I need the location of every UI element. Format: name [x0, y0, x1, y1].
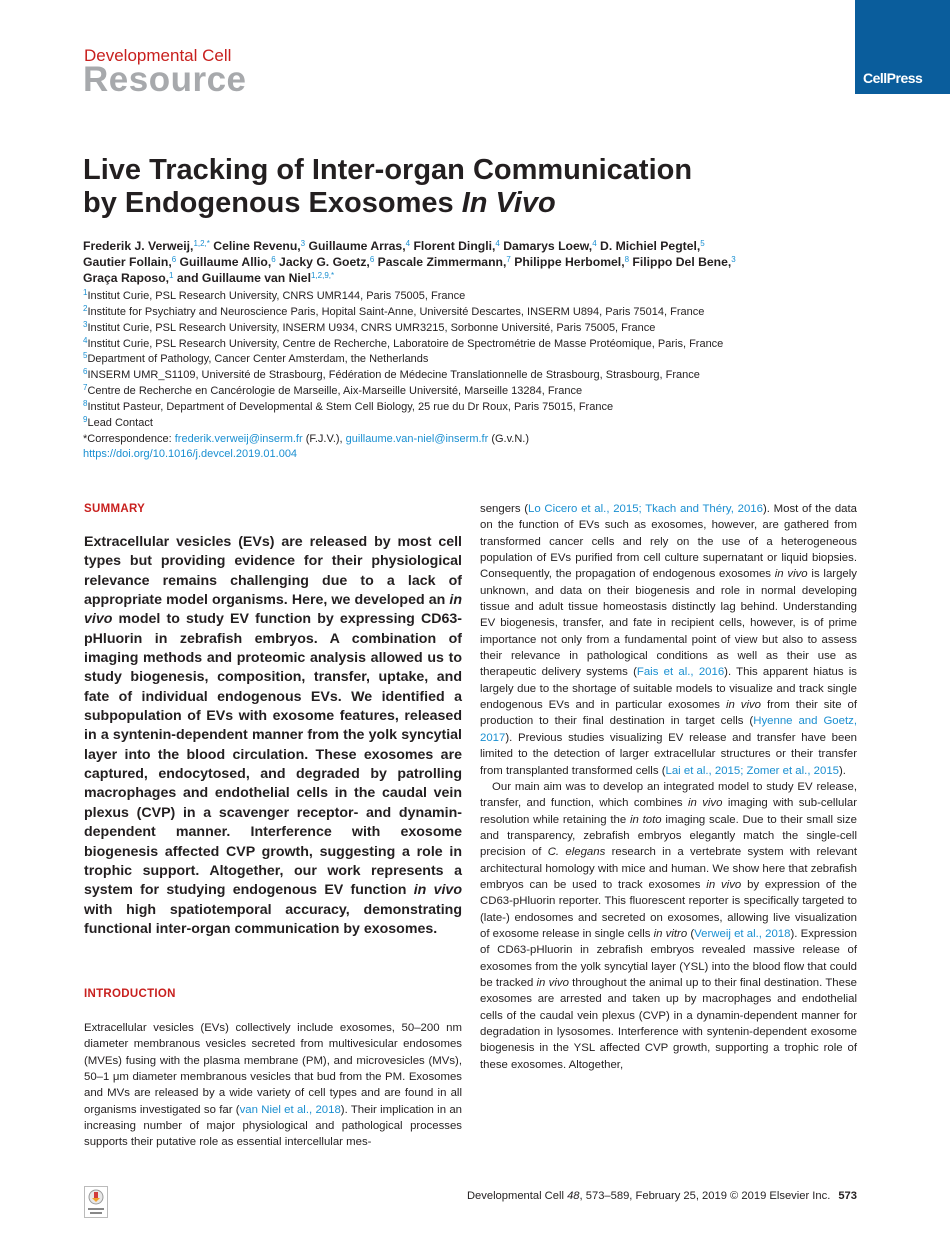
- affil-number: 1: [83, 288, 88, 297]
- affil-number: 4: [83, 335, 88, 345]
- author-affil-link[interactable]: 8: [624, 255, 630, 264]
- affiliation: [83, 321, 863, 337]
- author: Frederik J. Verweij,: [83, 239, 194, 253]
- title-italic: In Vivo: [461, 187, 556, 219]
- affil-text: Department of Pathology, Cancer Center Amsterdam, the Netherlands: [87, 353, 429, 366]
- email-link[interactable]: guillaume.van-niel@inserm.fr: [345, 432, 489, 445]
- summary-heading: SUMMARY: [84, 503, 146, 515]
- author-affil-link[interactable]: 7: [506, 255, 511, 264]
- introduction-text: Extracellular vesicles (EVs) collectively include exosomes, 50–200 nm diameter membranous vesicles secreted from multivesicular endosomes (MVEs) fusing with the plasma membrane (PM), and microvesicles (MVs), 50–1 μm diameter membranous vesicles that bud from the PM. Exosomes and MVs are released by a wide variety of cell types and are found in all organisms investigated so far (van Niel et al., 2018). Their implication in an increasing number of major physiological and pathological processes supports their putative role as essential intercellular mes-: [84, 1022, 463, 1149]
- title-line-1: Live Tracking of Inter-organ Communication: [83, 154, 693, 186]
- author: D. Michiel Pegtel,: [596, 239, 701, 253]
- author-affil-link[interactable]: 1,2,9,*: [310, 271, 335, 280]
- affil-text: Institute for Psychiatry and Neuroscience Paris, Hopital Saint-Anne, Université Descartes, INSERM U894, Paris 75014, France: [87, 305, 705, 318]
- affil-number: 9: [83, 414, 88, 424]
- author-affil-link[interactable]: 3: [731, 255, 736, 264]
- affil-text: Lead Contact: [87, 416, 153, 429]
- author: Jacky G. Goetz,: [275, 255, 370, 269]
- affiliation: [83, 416, 863, 432]
- doi-link[interactable]: https://doi.org/10.1016/j.devcel.2019.01.004: [83, 448, 298, 461]
- right-column: [480, 501, 857, 1073]
- author: Gautier Follain,: [83, 255, 172, 269]
- page-footer: Developmental Cell 48, 573–589, February 25, 2019 © 2019 Elsevier Inc. 573: [466, 1190, 857, 1202]
- affil-text: Institut Pasteur, Department of Developmental & Stem Cell Biology, 25 rue du Dr Roux, Paris 75015, France: [87, 400, 614, 413]
- correspondence-text: (G.v.N.): [488, 432, 529, 445]
- author: Philippe Herbomel,: [510, 255, 625, 269]
- author: Florent Dingli,: [410, 239, 496, 253]
- author: Celine Revenu,: [209, 239, 301, 253]
- author-affil-link[interactable]: 3: [300, 239, 306, 248]
- article-title: [83, 154, 843, 220]
- citation-link[interactable]: Verweij et al., 2018: [694, 927, 791, 940]
- affil-number: 6: [83, 367, 88, 377]
- author-affil-link[interactable]: 6: [369, 255, 375, 264]
- correspondence-text: (F.J.V.),: [302, 432, 346, 445]
- citation-link[interactable]: Lo Cicero et al., 2015; Tkach and Théry, 2016: [528, 503, 763, 515]
- author-affil-link[interactable]: 1,2,*: [193, 239, 210, 248]
- affil-text: Institut Curie, PSL Research University, Centre de Recherche, Laboratoire de Spectrométrie de Masse Protéomique, Paris, France: [87, 337, 724, 350]
- check-for-updates-icon[interactable]: [84, 1186, 108, 1218]
- author-affil-link[interactable]: 1: [169, 271, 174, 280]
- affil-text: Institut Curie, PSL Research University, INSERM U934, CNRS UMR3215, Sorbonne Université, Paris 75005, France: [87, 321, 656, 334]
- affil-number: 7: [83, 383, 88, 393]
- affiliation: [83, 384, 863, 400]
- cellpress-logo[interactable]: [855, 0, 950, 94]
- email-link[interactable]: frederik.verweij@inserm.fr: [174, 432, 303, 445]
- introduction-heading: INTRODUCTION: [84, 988, 176, 1000]
- paragraph: Our main aim was to develop an integrated model to study EV release, transfer, and function, which combines in vivo imaging with sub-cellular resolution while retaining the in toto imaging scale. Due to their small size and transparency, zebrafish embryos elegantly match the single-cell precision of C. elegans research in a vertebrate system with relevant architectural homology with mice and human. We show here that zebrafish embryos can be used to track exosomes in vivo by expression of the CD63-pHluorin reporter. This fluorescent reporter is specifically targeted to (late-) endosomes and secreted on exosomes, allowing live visualization of exosome release in single cells in vitro (Verweij et al., 2018). Expression of CD63-pHluorin in zebrafish embryos revealed massive release of exosomes from the yolk syncytial layer (YSL) into the blood flow that could be tracked in vivo throughout the animal up to their final destination. These exosomes are arrested and taken up by macrophages and endothelial cells of the caudal vein plexus (CVP) in a dynamin-dependent manner for degradation in lysosomes. Interference with syntenin-dependent exosome biogenesis in the YSL affected CVP growth, supporting a trophic role of these exosomes. Altogether,: [480, 780, 857, 1071]
- author-affil-link[interactable]: 5: [700, 239, 705, 248]
- page-number: 573: [838, 1190, 857, 1202]
- affiliation: [83, 368, 863, 384]
- article-type: Resource: [83, 60, 247, 99]
- journal-name: Developmental Cell: [84, 46, 232, 65]
- title-line-2: by Endogenous Exosomes: [83, 187, 462, 219]
- affil-number: 2: [83, 303, 88, 313]
- author-affil-link[interactable]: 4: [495, 239, 500, 248]
- author: Graça Raposo,: [83, 271, 170, 285]
- affil-number: 5: [83, 351, 88, 361]
- affiliations: [83, 289, 863, 463]
- affiliation: [83, 400, 863, 416]
- citation-link[interactable]: Hyenne and Goetz, 2017: [480, 715, 858, 744]
- citation-link[interactable]: Fais et al., 2016: [636, 666, 725, 679]
- author: Filippo Del Bene,: [629, 255, 732, 269]
- author: Damarys Loew,: [499, 239, 593, 253]
- summary-text: Extracellular vesicles (EVs) are released by most cell types but providing evidence for their physiological relevance remains challenging due to a lack of appropriate model organisms. Here, we developed an in vivo model to study EV function by expressing CD63-pHluorin in zebrafish embryos. A combination of imaging methods and proteomic analysis allowed us to study biogenesis, composition, transfer, uptake, and fate of individual endogenous EVs. We identified a subpopulation of EVs with exosome features, released in a syntenin-dependent manner from the yolk syncytial layer into the blood circulation. These exosomes are captured, endocytosed, and degraded by patrolling macrophages and endothelial cells in the caudal vein plexus (CVP) in a scavenger receptor- and dynamin-dependent manner. Interference with exosome biogenesis affected CVP growth, suggesting a role in trophic support. Altogether, our work represents a system for studying endogenous EV function in vivo with high spatiotemporal accuracy, demonstrating functional inter-organ communication by exosomes.: [84, 534, 462, 937]
- author-affil-link[interactable]: 4: [592, 239, 597, 248]
- author-affil-link[interactable]: 6: [171, 255, 177, 264]
- affil-number: 8: [83, 398, 88, 408]
- doi: [83, 447, 863, 463]
- citation-link[interactable]: van Niel et al., 2018: [239, 1103, 341, 1116]
- author-list: [83, 238, 863, 286]
- author: Guillaume Allio,: [176, 255, 272, 269]
- author: and Guillaume van Niel: [173, 271, 311, 285]
- author-affil-link[interactable]: 6: [271, 255, 276, 264]
- paragraph: sengers (Lo Cicero et al., 2015; Tkach and Théry, 2016). Most of the data on the function of EVs such as exosomes, however, are gathered from transformed cancer cells and rely on the use of a heterogeneous population of EVs purified from cell culture supernatant or liquid biopsies. Consequently, the propagation of endogenous exosomes in vivo is largely unknown, and data on their biogenesis and role in normal developing tissue and adult tissue homeostasis distinctly lag behind. Understanding EV biogenesis, transfer, and fate in recipient cells, however, is of prime importance not only from a fundamental point of view but also to assess their relevance in pathological conditions as well as their use as therapeutic delivery systems (Fais et al., 2016). This apparent hiatus is largely due to the shortage of suitable models to visualize and track single endogenous EVs and in particular exosomes in vivo from their site of production to their final destination in target cells (Hyenne and Goetz, 2017). Previous studies visualizing EV release and transfer have been limited to the detection of larger extracellular structures or their transfer from transplanted transformed cells (Lai et al., 2015; Zomer et al., 2015).: [480, 503, 858, 777]
- affiliation: [83, 352, 863, 368]
- affiliation: [83, 305, 863, 321]
- cellpress-logo-text: CellPress: [863, 70, 923, 86]
- affil-number: 3: [83, 319, 88, 329]
- affiliation: [83, 337, 863, 353]
- affil-text: Centre de Recherche en Cancérologie de Marseille, Aix-Marseille Université, Marseille 13284, France: [87, 385, 583, 398]
- author: Pascale Zimmermann,: [374, 255, 507, 269]
- author-affil-link[interactable]: 4: [405, 239, 411, 248]
- affil-text: INSERM UMR_S1109, Université de Strasbourg, Fédération de Médecine Translationnelle de Strasbourg, Strasbourg, France: [87, 369, 700, 382]
- author: Guillaume Arras,: [305, 239, 406, 253]
- correspondence-label: *Correspondence:: [83, 432, 175, 445]
- affiliation: [83, 289, 863, 305]
- affil-text: Institut Curie, PSL Research University, CNRS UMR144, Paris 75005, France: [87, 290, 466, 302]
- citation-link[interactable]: Lai et al., 2015; Zomer et al., 2015: [665, 764, 839, 777]
- correspondence: [83, 432, 863, 448]
